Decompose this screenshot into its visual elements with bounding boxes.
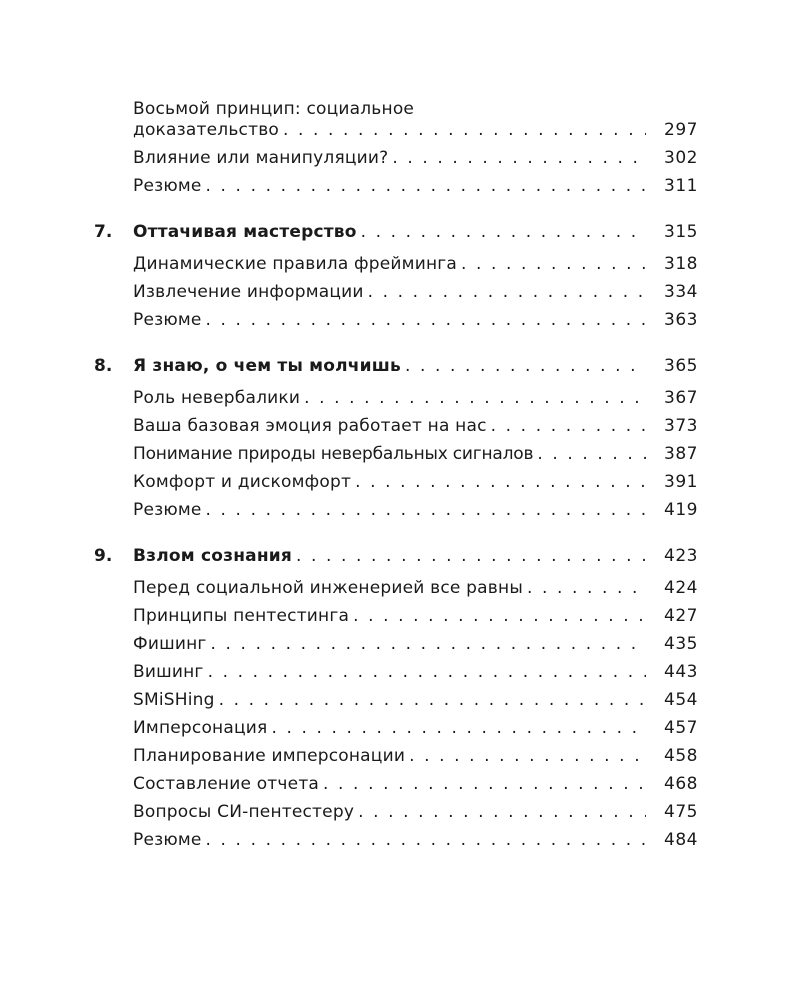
toc-entry-title: Резюме: [133, 500, 202, 520]
chapter-number: 8.: [94, 356, 113, 376]
toc-entry-title: Роль невербалики: [133, 388, 301, 408]
toc-entry-title: Перед социальной инженерией все равны: [133, 578, 523, 598]
toc-entry-title: Резюме: [133, 830, 202, 850]
toc-page-number: 424: [664, 578, 698, 598]
toc-entry-title: Составление отчета: [133, 774, 320, 794]
toc-page-number: 454: [664, 690, 698, 710]
dot-leader: [527, 575, 646, 601]
toc-entry[interactable]: [0, 385, 800, 411]
toc-entry[interactable]: [0, 145, 800, 171]
dot-leader: [353, 603, 646, 629]
dot-leader: [323, 771, 646, 797]
toc-entry[interactable]: [0, 743, 800, 769]
toc-entry-title: Вишинг: [133, 662, 204, 682]
toc-page-number: 427: [664, 606, 698, 626]
toc-entry[interactable]: [0, 497, 800, 523]
dot-leader: [405, 353, 646, 379]
toc-entry-title: Планирование имперсонации: [133, 746, 406, 766]
toc-entry-title: Фишинг: [133, 634, 207, 654]
toc-entry[interactable]: [0, 575, 800, 601]
dot-leader: [283, 117, 646, 143]
dot-leader: [296, 543, 646, 569]
toc-page-number: 311: [664, 176, 698, 196]
toc-entry-title: SMiSHing: [133, 690, 215, 710]
toc-entry-title: доказательство: [133, 120, 280, 140]
dot-leader: [208, 659, 646, 685]
toc-entry-title: Влияние или манипуляции?: [133, 148, 389, 168]
toc-page-number: 419: [664, 500, 698, 520]
chapter-title: Я знаю, о чем ты молчишь: [133, 356, 401, 376]
toc-page-number: 367: [664, 388, 698, 408]
dot-leader: [392, 145, 646, 171]
toc-page-number: 458: [664, 746, 698, 766]
dot-leader: [461, 251, 646, 277]
toc-page-number: 318: [664, 254, 698, 274]
toc-entry-title: Комфорт и дискомфорт: [133, 472, 352, 492]
toc-page-number: 297: [664, 120, 698, 140]
toc-entry[interactable]: [0, 117, 800, 143]
dot-leader: [537, 441, 646, 467]
toc-entry[interactable]: [0, 441, 800, 467]
chapter-title: Взлом сознания: [133, 546, 293, 566]
toc-page-number: 391: [664, 472, 698, 492]
toc-page-number: 468: [664, 774, 698, 794]
dot-leader: [361, 219, 646, 245]
toc-entry-title: Резюме: [133, 176, 202, 196]
dot-leader: [304, 385, 646, 411]
toc-entry[interactable]: [0, 307, 800, 333]
toc-entry-title: Динамические правила фрейминга: [133, 254, 458, 274]
toc-page-number: 423: [664, 546, 698, 566]
toc-entry-title: Извлечение информации: [133, 282, 364, 302]
dot-leader: [206, 173, 646, 199]
toc-entry[interactable]: [0, 469, 800, 495]
chapter-number: 7.: [94, 222, 113, 242]
toc-entry[interactable]: [0, 279, 800, 305]
toc-page-number: 443: [664, 662, 698, 682]
toc-entry-title: Восьмой принцип: социальное: [133, 99, 415, 119]
toc-entry-title: Понимание природы невербальных сигналов: [133, 444, 534, 464]
toc-entry[interactable]: [0, 631, 800, 657]
dot-leader: [211, 631, 646, 657]
toc-page-number: 373: [664, 416, 698, 436]
toc-entry-title: Ваша базовая эмоция работает на нас: [133, 416, 487, 436]
toc-entry-title: Вопросы СИ-пентестеру: [133, 802, 355, 822]
dot-leader: [206, 497, 646, 523]
chapter-title: Оттачивая мастерство: [133, 222, 357, 242]
toc-entry[interactable]: [0, 827, 800, 853]
dot-leader: [271, 715, 646, 741]
dot-leader: [206, 307, 646, 333]
toc-entry[interactable]: [0, 251, 800, 277]
dot-leader: [358, 799, 646, 825]
toc-page-number: 387: [664, 444, 698, 464]
toc-entry-title: Резюме: [133, 310, 202, 330]
toc-page-number: 484: [664, 830, 698, 850]
toc-chapter-entry[interactable]: [0, 219, 800, 245]
toc-chapter-entry[interactable]: [0, 353, 800, 379]
toc-entry[interactable]: [0, 799, 800, 825]
toc-chapter-entry[interactable]: [0, 543, 800, 569]
toc-page-number: 302: [664, 148, 698, 168]
toc-entry[interactable]: [0, 771, 800, 797]
toc-page-number: 457: [664, 718, 698, 738]
toc-page-number: 315: [664, 222, 698, 242]
toc-entry[interactable]: [0, 715, 800, 741]
dot-leader: [409, 743, 646, 769]
toc-page-number: 435: [664, 634, 698, 654]
toc-page-number: 334: [664, 282, 698, 302]
toc-page-number: 363: [664, 310, 698, 330]
dot-leader: [491, 413, 646, 439]
dot-leader: [219, 687, 646, 713]
toc-page-number: 365: [664, 356, 698, 376]
toc-entry[interactable]: [0, 659, 800, 685]
toc-entry[interactable]: [0, 687, 800, 713]
toc-page-number: 475: [664, 802, 698, 822]
toc-entry[interactable]: [0, 173, 800, 199]
toc-entry[interactable]: [0, 413, 800, 439]
dot-leader: [206, 827, 646, 853]
dot-leader: [368, 279, 646, 305]
dot-leader: [355, 469, 646, 495]
toc-entry-title: Имперсонация: [133, 718, 268, 738]
toc-entry-title: Принципы пентестинга: [133, 606, 350, 626]
chapter-number: 9.: [94, 546, 113, 566]
toc-entry[interactable]: [0, 603, 800, 629]
